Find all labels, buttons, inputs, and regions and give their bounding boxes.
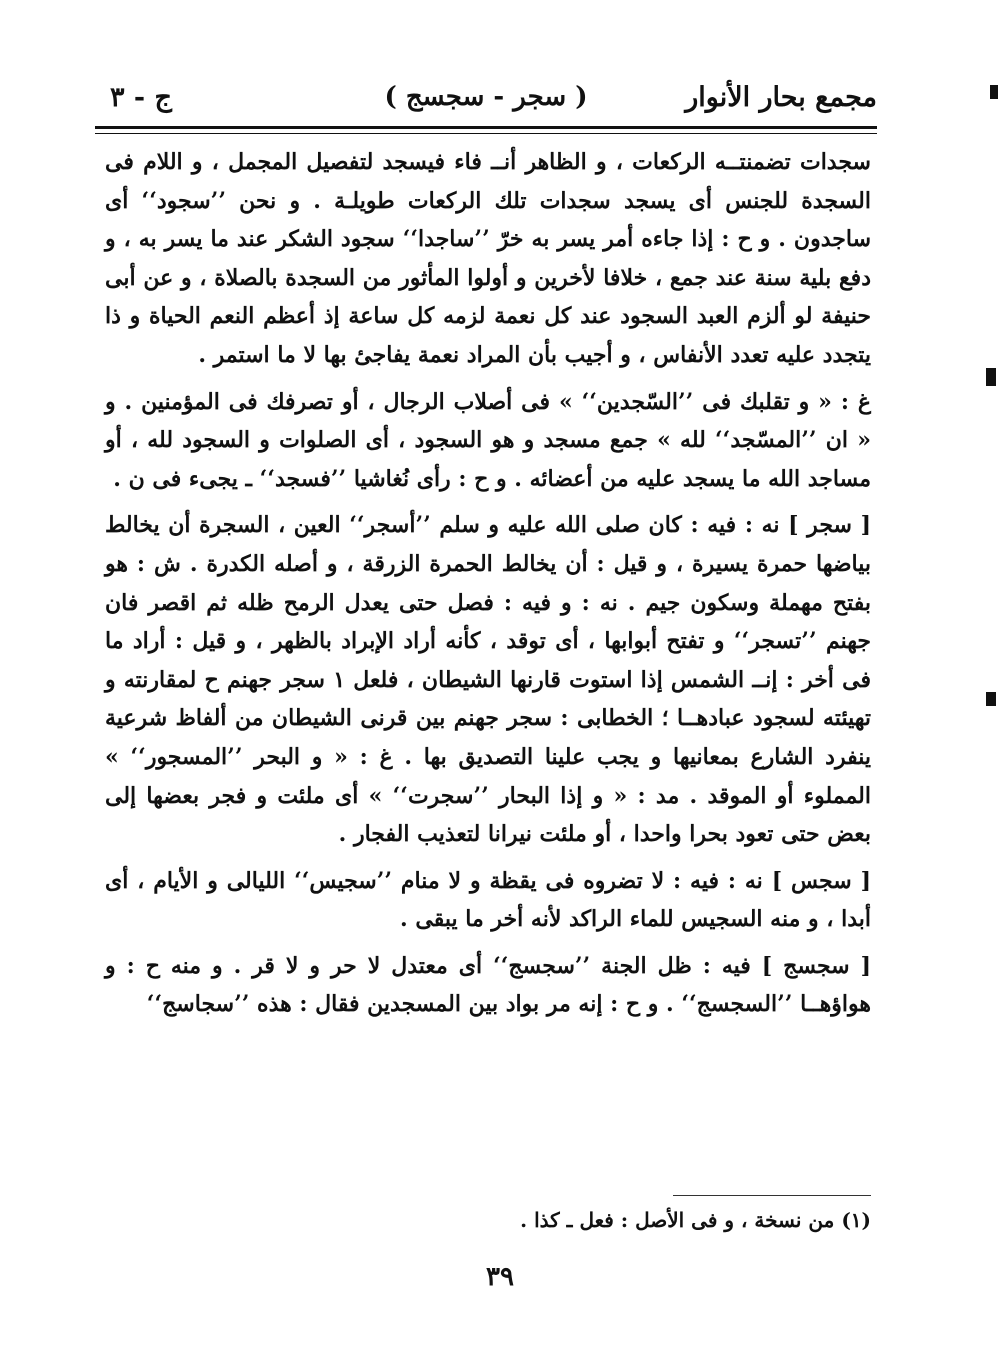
body-text	[105, 143, 871, 1024]
paragraph-text: نه : فيه : كان صلى الله عليه و سلم ’’أسجر‘‘ العين ، السجرة أن يخالط بياضها حمرة يسيرة ، و قيل : أن يخالط الحمرة الزرقة ، و أصله الكدرة . ش : هو بفتح مهملة وسكون جيم . نه : و فيه : فصل حتى يعدل الرمح ظله ثم اقصر فان جهنم ’’تسجر‘‘ و تفتح أبوابها ، أى توقد ، كأنه أراد الإبراد بالظهر ، و قيل : أراد ما فى أخر : إنــ الشمس إذا استوت قارنها الشيطان ، فلعل ١ سجر جهنم ح لمقارنته و تهيئته لسجود عبادهــا ؛ الخطابى : سجر جهنم بين قرنى الشيطان من ألفاظ شرعية ينفرد الشارع بمعانيها و يجب علينا التصديق بها . غ : « و البحر ’’المسجور‘‘ » المملوء أو الموقد . مد : « و إذا البحار ’’سجرت‘‘ » أى ملئت و فجر بعضها إلى بعض حتى تعود بحرا واحدا ، أو ملئت نيرانا لتعذيب الفجار .	[105, 512, 871, 848]
page-number: ٣٩	[486, 1262, 514, 1292]
entry-lemma: [ سجس ]	[771, 867, 871, 894]
paragraph-text: غ : « و تقلبك فى ’’السّجدين‘‘ » فى أصلاب الرجال ، أو تصرفك فى المؤمنين . و « ان ’’المسّجد‘‘ لله » جمع مسجد و هو السجود ، أى الصلوات و السجود لله ، أو مساجد الله ما يسجد عليه من أعضائه . و ح : رأى نُغاشيا ’’فسجد‘‘ ـ يجىء فى ن .	[105, 388, 871, 492]
entry-lemma: [ سجسج ]	[761, 952, 871, 979]
entry-range: ( سجر - سجسج )	[384, 82, 588, 112]
paragraph	[105, 862, 871, 939]
running-header	[95, 78, 877, 122]
book-title: مجمع بحار الأنوار	[685, 82, 877, 113]
scan-edge-mark	[990, 85, 998, 99]
paragraph-text: نه : فيه : لا تضروه فى يقظة و لا منام ’’سجيس‘‘ الليالى و الأيام ، أى أبدا ، و منه السجيس للماء الراكد لأنه أخر ما يبقى .	[105, 867, 871, 933]
paragraph	[105, 383, 871, 499]
paragraph	[105, 143, 871, 375]
volume-label: ج - ٣	[110, 82, 172, 113]
header-rule-thin	[95, 133, 877, 134]
header-rule-thick	[95, 126, 877, 129]
paragraph-text: سجدات تضمنتــه الركعات ، و الظاهر أنــ فاء فيسجد لتفصيل المجمل ، و اللام فى السجدة للجنس أى يسجد سجدات تلك الركعات طويلـة . و نحن ’’سجود‘‘ أى ساجدون . و ح : إذا جاءه أمر يسر به خرّ ’’ساجدا‘‘ سجود الشكر عند ما يسر به ، و دفع بلية سنة عند جمع ، خلافا لأخرين و أولوا المأثور من السجدة بالصلاة ، و عن أبى حنيفة لو ألزم العبد السجود عند كل نعمة لزمه كل ساعة إذ أعظم النعم الحياة و ذا يتجدد عليه تعدد الأنفاس ، و أجيب بأن المراد نعمة يفاجىٔ بها لا ما استمر .	[105, 149, 871, 368]
paragraph	[105, 506, 871, 853]
paragraph	[105, 947, 871, 1024]
scan-edge-mark	[986, 368, 996, 386]
footnote-rule	[673, 1195, 871, 1196]
paragraph-text: فيه : ظل الجنة ’’سجسج‘‘ أى معتدل لا حر و لا قر . و منه ح : و هواؤهــا ’’السجسج‘‘ . و ح : إنه مر بواد بين المسجدين فقال : هذه ’’سجاسج‘‘	[105, 952, 871, 1018]
footnote: (١) من نسخة ، و فى الأصل : فعل ـ كذا .	[520, 1208, 871, 1232]
entry-lemma: [ سجر ]	[788, 512, 871, 539]
scan-edge-mark	[986, 692, 996, 706]
